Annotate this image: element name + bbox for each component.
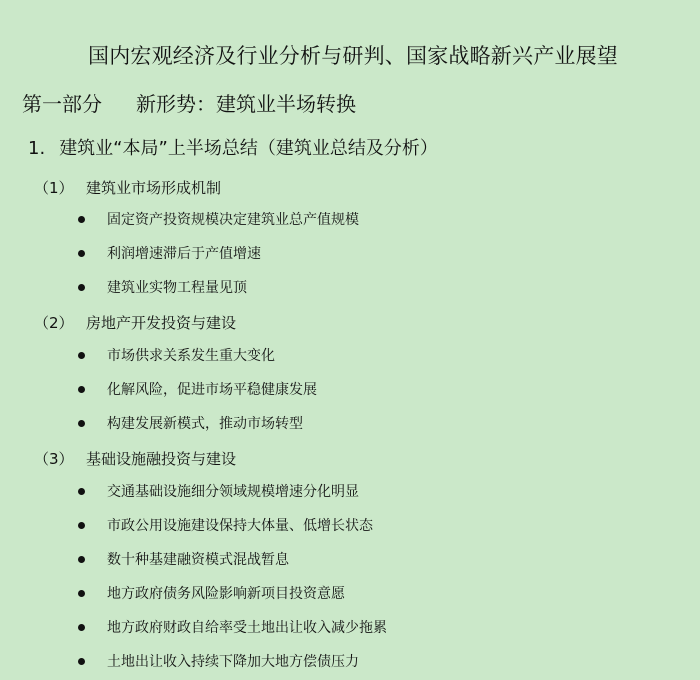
list-item-text: 利润增速滞后于产值增速 <box>107 246 261 262</box>
subsection-number: （3） <box>34 450 74 468</box>
list-item-text: 化解风险，促进市场平稳健康发展 <box>107 382 317 398</box>
list-item <box>78 515 373 535</box>
section-number: 1. <box>28 138 46 159</box>
bullet-icon <box>78 556 85 563</box>
bullet-icon <box>78 488 85 495</box>
part-heading <box>22 88 356 117</box>
bullet-icon <box>78 216 85 223</box>
bullet-icon <box>78 420 85 427</box>
list-item <box>78 379 317 399</box>
list-item-text: 市场供求关系发生重大变化 <box>107 348 275 364</box>
bullet-icon <box>78 386 85 393</box>
subsection-heading <box>34 448 236 469</box>
subsection-heading <box>34 312 236 333</box>
section-heading <box>28 134 438 160</box>
section-title: 建筑业“本局”上半场总结（建筑业总结及分析） <box>59 138 438 159</box>
list-item <box>78 583 345 603</box>
part-title: 新形势：建筑业半场转换 <box>136 92 356 116</box>
list-item <box>78 651 359 671</box>
bullet-icon <box>78 352 85 359</box>
bullet-icon <box>78 250 85 257</box>
subsection-heading <box>34 177 221 198</box>
list-item <box>78 617 387 637</box>
document-title: 国内宏观经济及行业分析与研判、国家战略新兴产业展望 <box>88 44 618 68</box>
list-item-text: 建筑业实物工程量见顶 <box>107 280 247 296</box>
bullet-icon <box>78 590 85 597</box>
list-item-text: 市政公用设施建设保持大体量、低增长状态 <box>107 518 373 534</box>
list-item <box>78 481 359 501</box>
list-item <box>78 549 289 569</box>
subsection-title: 基础设施融投资与建设 <box>86 450 237 468</box>
bullet-icon <box>78 658 85 665</box>
list-item-text: 固定资产投资规模决定建筑业总产值规模 <box>107 212 359 228</box>
list-item-text: 数十种基建融资模式混战暂息 <box>107 552 289 568</box>
list-item <box>78 277 247 297</box>
list-item-text: 土地出让收入持续下降加大地方偿债压力 <box>107 654 359 670</box>
list-item-text: 地方政府财政自给率受土地出让收入减少拖累 <box>107 620 387 636</box>
list-item-text: 交通基础设施细分领域规模增速分化明显 <box>107 484 359 500</box>
bullet-icon <box>78 522 85 529</box>
list-item <box>78 209 359 229</box>
list-item-text: 构建发展新模式，推动市场转型 <box>107 416 303 432</box>
list-item <box>78 413 303 433</box>
subsection-number: （2） <box>34 314 74 332</box>
part-label: 第一部分 <box>22 92 102 116</box>
bullet-icon <box>78 284 85 291</box>
bullet-icon <box>78 624 85 631</box>
subsection-title: 房地产开发投资与建设 <box>86 314 237 332</box>
list-item <box>78 345 275 365</box>
list-item <box>78 243 261 263</box>
subsection-title: 建筑业市场形成机制 <box>86 179 222 197</box>
subsection-number: （1） <box>34 179 74 197</box>
list-item-text: 地方政府债务风险影响新项目投资意愿 <box>107 586 345 602</box>
